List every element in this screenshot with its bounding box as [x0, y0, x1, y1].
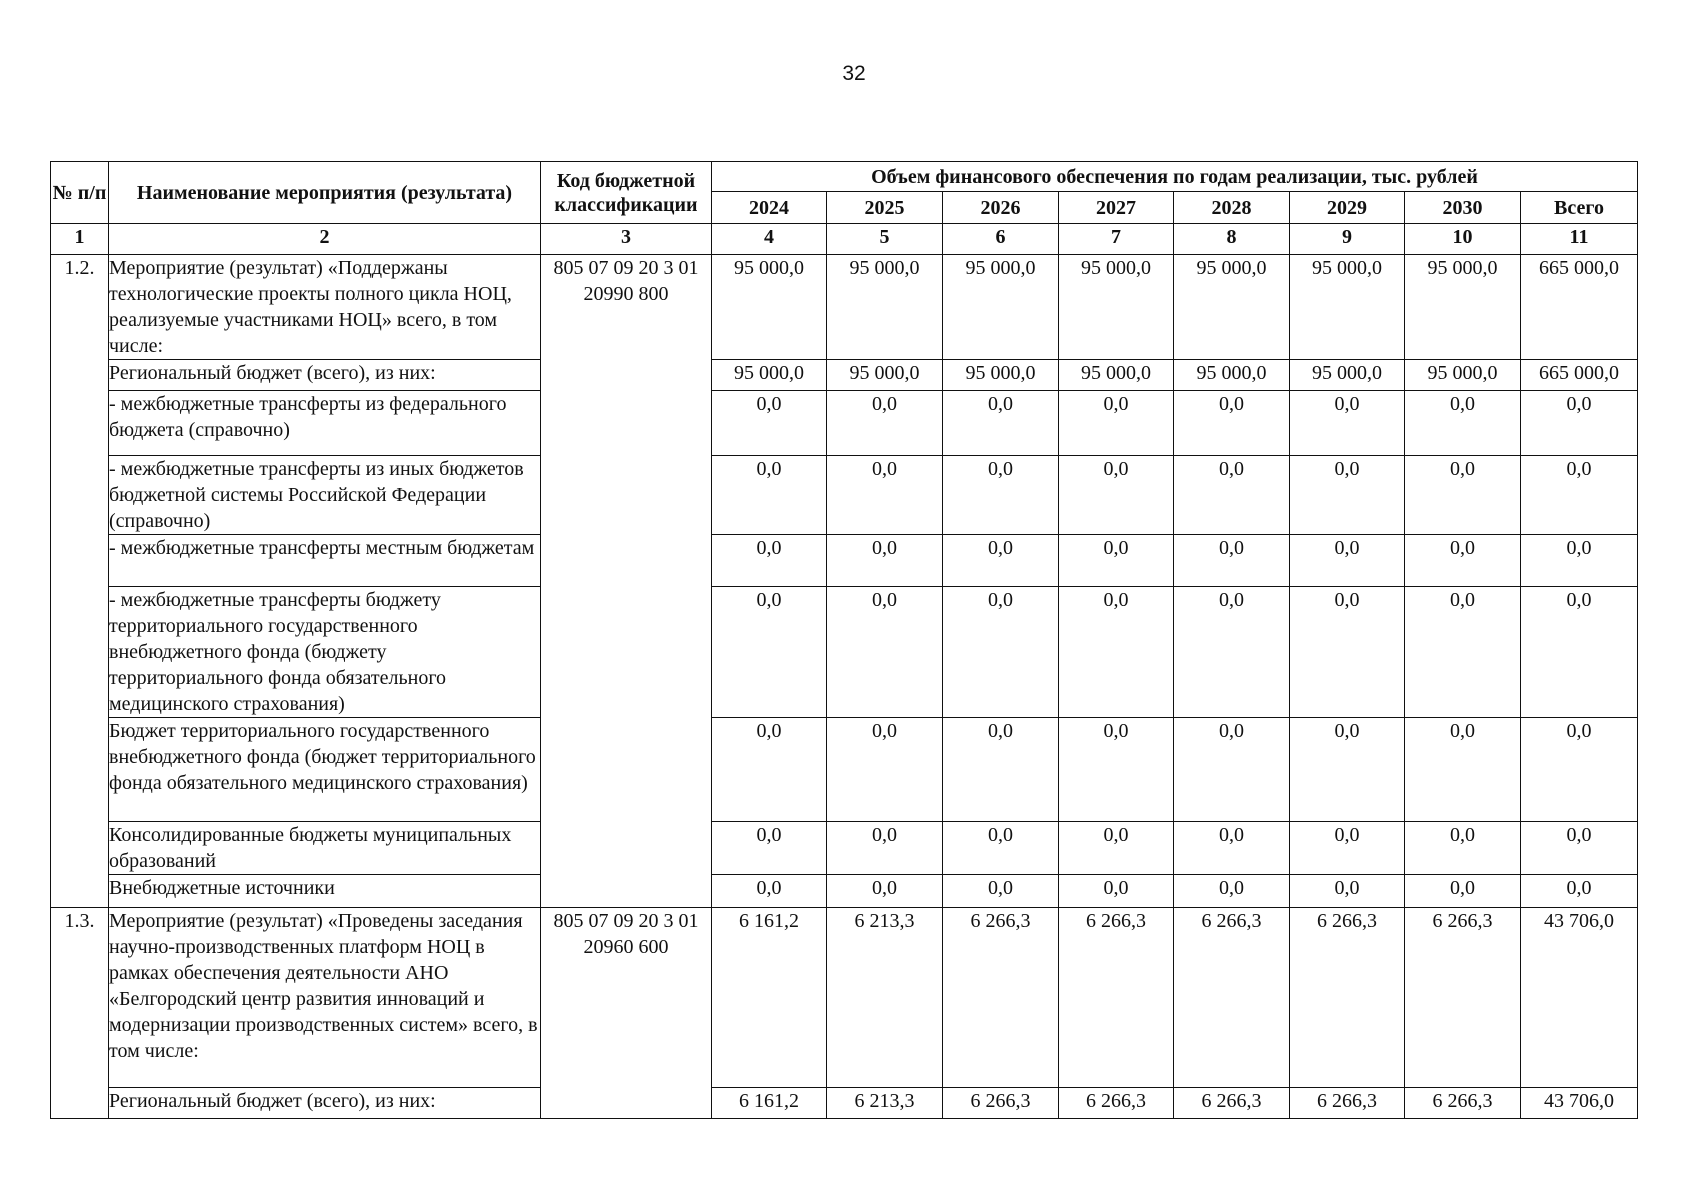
cell-value: 0,0 — [1290, 535, 1405, 587]
cell-value: 0,0 — [1290, 718, 1405, 822]
cell-total: 0,0 — [1521, 456, 1638, 535]
cell-value: 0,0 — [712, 822, 827, 875]
table-row — [51, 875, 1638, 908]
cell-value: 0,0 — [1405, 875, 1521, 908]
column-number: 2 — [109, 224, 541, 255]
cell-value: 95 000,0 — [827, 360, 943, 391]
cell-value: 6 266,3 — [1405, 1088, 1521, 1119]
row-name: Мероприятие (результат) «Проведены заседания научно-производственных платформ НОЦ в рамках обеспечения деятельности АНО «Белгородский центр развития инноваций и модернизации производственных систем» всего, в том числе: — [109, 908, 541, 1088]
cell-value: 0,0 — [1174, 456, 1290, 535]
column-number: 6 — [943, 224, 1059, 255]
cell-value: 0,0 — [1174, 535, 1290, 587]
row-name: - межбюджетные трансферты из федерального бюджета (справочно) — [109, 391, 541, 456]
cell-value: 95 000,0 — [1059, 360, 1174, 391]
table-row — [51, 535, 1638, 587]
cell-value: 0,0 — [1405, 718, 1521, 822]
cell-value: 6 161,2 — [712, 908, 827, 1088]
cell-value: 95 000,0 — [1405, 255, 1521, 360]
cell-value: 0,0 — [712, 718, 827, 822]
header-num: № п/п — [51, 162, 109, 224]
column-number: 7 — [1059, 224, 1174, 255]
row-name: - межбюджетные трансферты бюджету территориального государственного внебюджетного фонда (бюджету территориального фонда обязательного медицинского страхования) — [109, 587, 541, 718]
cell-value: 0,0 — [712, 587, 827, 718]
cell-value: 0,0 — [712, 456, 827, 535]
cell-value: 0,0 — [827, 587, 943, 718]
cell-value: 6 213,3 — [827, 1088, 943, 1119]
budget-table — [50, 161, 1638, 1119]
table-row — [51, 255, 1638, 360]
header-row-top — [51, 162, 1638, 192]
cell-value: 6 266,3 — [1405, 908, 1521, 1088]
item-number: 1.3. — [51, 908, 109, 1119]
cell-value: 0,0 — [943, 875, 1059, 908]
cell-value: 0,0 — [827, 391, 943, 456]
header-year: 2028 — [1174, 192, 1290, 224]
row-name: Консолидированные бюджеты муниципальных образований — [109, 822, 541, 875]
cell-value: 0,0 — [1059, 456, 1174, 535]
cell-value: 95 000,0 — [1290, 360, 1405, 391]
cell-total: 43 706,0 — [1521, 1088, 1638, 1119]
column-number: 3 — [541, 224, 712, 255]
cell-total: 0,0 — [1521, 822, 1638, 875]
header-year: 2024 — [712, 192, 827, 224]
column-number: 9 — [1290, 224, 1405, 255]
row-name: Внебюджетные источники — [109, 875, 541, 908]
cell-value: 0,0 — [1405, 535, 1521, 587]
header-year: 2030 — [1405, 192, 1521, 224]
cell-total: 0,0 — [1521, 391, 1638, 456]
column-number: 11 — [1521, 224, 1638, 255]
budget-code: 805 07 09 20 3 01 20960 600 — [541, 908, 712, 1119]
cell-value: 0,0 — [1059, 718, 1174, 822]
cell-value: 95 000,0 — [1174, 360, 1290, 391]
row-name: - межбюджетные трансферты местным бюджетам — [109, 535, 541, 587]
cell-value: 0,0 — [1290, 587, 1405, 718]
header-year: 2026 — [943, 192, 1059, 224]
cell-total: 0,0 — [1521, 535, 1638, 587]
column-number: 10 — [1405, 224, 1521, 255]
table-row — [51, 456, 1638, 535]
table-body — [51, 224, 1638, 1119]
cell-value: 0,0 — [943, 822, 1059, 875]
cell-value: 95 000,0 — [1059, 255, 1174, 360]
cell-value: 0,0 — [943, 391, 1059, 456]
table-row — [51, 1088, 1638, 1119]
cell-value: 6 266,3 — [943, 1088, 1059, 1119]
cell-value: 6 266,3 — [1174, 1088, 1290, 1119]
cell-value: 95 000,0 — [943, 255, 1059, 360]
cell-value: 0,0 — [827, 456, 943, 535]
cell-value: 95 000,0 — [712, 255, 827, 360]
cell-value: 95 000,0 — [1174, 255, 1290, 360]
cell-value: 0,0 — [827, 535, 943, 587]
cell-value: 6 161,2 — [712, 1088, 827, 1119]
cell-value: 6 266,3 — [1290, 908, 1405, 1088]
cell-value: 0,0 — [827, 875, 943, 908]
cell-value: 95 000,0 — [712, 360, 827, 391]
page-number: 32 — [842, 62, 866, 85]
budget-code: 805 07 09 20 3 01 20990 800 — [541, 255, 712, 908]
cell-value: 0,0 — [1405, 456, 1521, 535]
cell-value: 0,0 — [1405, 391, 1521, 456]
cell-value: 0,0 — [1405, 822, 1521, 875]
header-name: Наименование мероприятия (результата) — [109, 162, 541, 224]
cell-total: 0,0 — [1521, 587, 1638, 718]
cell-value: 6 266,3 — [943, 908, 1059, 1088]
cell-total: 665 000,0 — [1521, 255, 1638, 360]
row-name: Региональный бюджет (всего), из них: — [109, 1088, 541, 1119]
cell-total: 0,0 — [1521, 718, 1638, 822]
table-row — [51, 908, 1638, 1088]
cell-total: 665 000,0 — [1521, 360, 1638, 391]
header-year: 2027 — [1059, 192, 1174, 224]
cell-value: 0,0 — [1174, 587, 1290, 718]
cell-value: 0,0 — [1405, 587, 1521, 718]
cell-value: 0,0 — [943, 535, 1059, 587]
cell-value: 0,0 — [1290, 875, 1405, 908]
cell-value: 0,0 — [1059, 391, 1174, 456]
table-row — [51, 360, 1638, 391]
row-name: Бюджет территориального государственного внебюджетного фонда (бюджет территориального фонда обязательного медицинского страхования) — [109, 718, 541, 822]
row-name: - межбюджетные трансферты из иных бюджетов бюджетной системы Российской Федерации (справочно) — [109, 456, 541, 535]
cell-value: 6 266,3 — [1059, 1088, 1174, 1119]
table-row — [51, 822, 1638, 875]
cell-value: 6 266,3 — [1174, 908, 1290, 1088]
cell-value: 0,0 — [1290, 822, 1405, 875]
row-name: Мероприятие (результат) «Поддержаны технологические проекты полного цикла НОЦ, реализуемые участниками НОЦ» всего, в том числе: — [109, 255, 541, 360]
cell-value: 0,0 — [712, 875, 827, 908]
cell-value: 0,0 — [827, 718, 943, 822]
table-header — [51, 162, 1638, 224]
cell-value: 0,0 — [943, 456, 1059, 535]
cell-value: 0,0 — [1290, 391, 1405, 456]
column-number: 8 — [1174, 224, 1290, 255]
table-row — [51, 587, 1638, 718]
cell-value: 0,0 — [1174, 822, 1290, 875]
header-year: 2025 — [827, 192, 943, 224]
cell-value: 0,0 — [1174, 391, 1290, 456]
column-number-row — [51, 224, 1638, 255]
table-row — [51, 391, 1638, 456]
cell-value: 0,0 — [1059, 875, 1174, 908]
header-year: 2029 — [1290, 192, 1405, 224]
cell-value: 0,0 — [712, 391, 827, 456]
cell-value: 0,0 — [943, 718, 1059, 822]
cell-value: 0,0 — [1059, 535, 1174, 587]
cell-value: 0,0 — [827, 822, 943, 875]
header-code: Код бюджетной классификации — [541, 162, 712, 224]
column-number: 4 — [712, 224, 827, 255]
cell-value: 0,0 — [1290, 456, 1405, 535]
cell-value: 6 266,3 — [1059, 908, 1174, 1088]
cell-total: 43 706,0 — [1521, 908, 1638, 1088]
cell-value: 6 266,3 — [1290, 1088, 1405, 1119]
header-total: Всего — [1521, 192, 1638, 224]
cell-value: 0,0 — [943, 587, 1059, 718]
cell-value: 6 213,3 — [827, 908, 943, 1088]
cell-value: 95 000,0 — [827, 255, 943, 360]
cell-total: 0,0 — [1521, 875, 1638, 908]
table-row — [51, 718, 1638, 822]
header-funding: Объем финансового обеспечения по годам реализации, тыс. рублей — [712, 162, 1638, 192]
cell-value: 95 000,0 — [1290, 255, 1405, 360]
cell-value: 95 000,0 — [943, 360, 1059, 391]
cell-value: 0,0 — [1174, 875, 1290, 908]
item-number: 1.2. — [51, 255, 109, 908]
cell-value: 0,0 — [1059, 587, 1174, 718]
row-name: Региональный бюджет (всего), из них: — [109, 360, 541, 391]
cell-value: 0,0 — [1174, 718, 1290, 822]
cell-value: 95 000,0 — [1405, 360, 1521, 391]
column-number: 1 — [51, 224, 109, 255]
cell-value: 0,0 — [1059, 822, 1174, 875]
column-number: 5 — [827, 224, 943, 255]
cell-value: 0,0 — [712, 535, 827, 587]
